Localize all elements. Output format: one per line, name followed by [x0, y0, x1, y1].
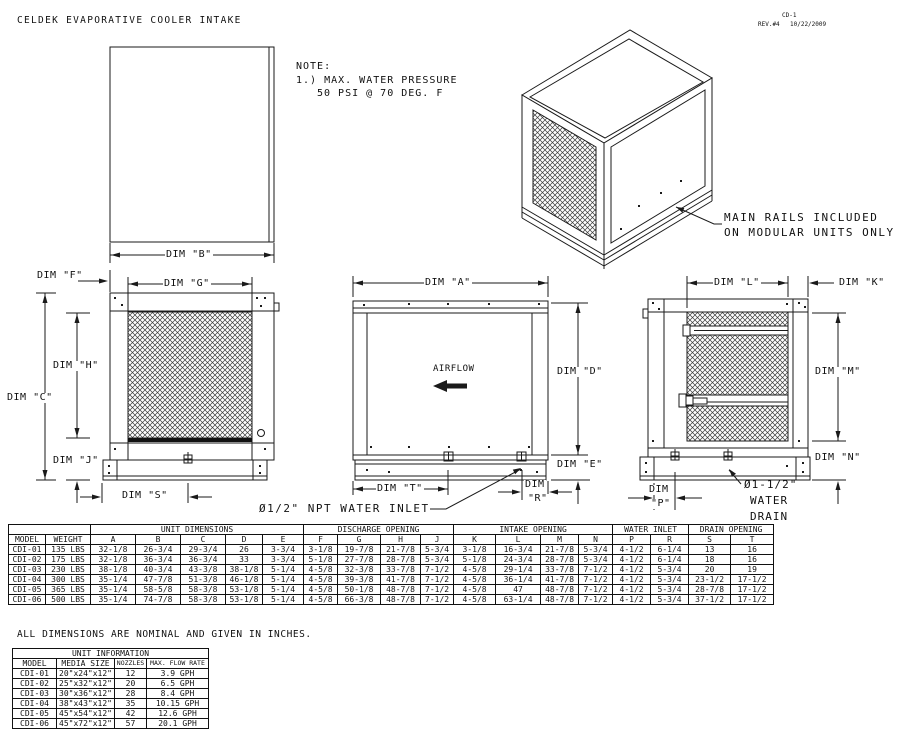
group-header-unit-dimensions: UNIT DIMENSIONS: [91, 525, 304, 535]
note-line2: 50 PSI @ 70 DEG. F: [317, 88, 444, 99]
table-cell: 57: [115, 719, 147, 729]
group-header-water-inlet: WATER INLET: [613, 525, 689, 535]
table-cell: 74-7/8: [136, 595, 181, 605]
column-header: WEIGHT: [46, 535, 91, 545]
table-cell: 47-7/8: [136, 575, 181, 585]
table-cell: 66-3/8: [338, 595, 381, 605]
dim-k-label: DIM "K": [839, 277, 885, 288]
column-header: NOZZLES: [115, 659, 147, 669]
table-cell: 5-1/4: [263, 565, 304, 575]
table-cell: 4-5/8: [304, 565, 338, 575]
table-cell: 25"x32"x12": [57, 679, 115, 689]
table-cell: 5-1/8: [454, 555, 496, 565]
column-header: B: [136, 535, 181, 545]
table-cell: 39-3/8: [338, 575, 381, 585]
table-cell: 20: [689, 565, 731, 575]
dim-b-label: DIM "B": [166, 249, 212, 260]
table-cell: 4-5/8: [454, 575, 496, 585]
table-row: [9, 555, 774, 565]
middle-view-linework: [353, 301, 548, 480]
table-cell: 7-1/2: [421, 595, 454, 605]
table-cell: 8.4 GPH: [147, 689, 209, 699]
water-inlet-callout: Ø1/2" NPT WATER INLET: [259, 502, 430, 515]
table-cell: 5-3/4: [651, 585, 689, 595]
table-row: [9, 585, 774, 595]
isometric-view: [522, 30, 722, 269]
table-cell: 33: [226, 555, 263, 565]
rails-callout-line1: MAIN RAILS INCLUDED: [724, 211, 879, 224]
column-header: J: [421, 535, 454, 545]
column-header: MODEL: [13, 659, 57, 669]
table-cell: 24-3/4: [496, 555, 541, 565]
dim-a-label: DIM "A": [425, 277, 471, 288]
table-cell: 42: [115, 709, 147, 719]
table-cell: CDI-03: [13, 689, 57, 699]
dim-t-label: DIM "T": [377, 483, 423, 494]
table-cell: 63-1/4: [496, 595, 541, 605]
table-cell: 10.15 GPH: [147, 699, 209, 709]
table-cell: 5-3/4: [579, 555, 613, 565]
table-cell: 4-1/2: [613, 555, 651, 565]
table-cell: 7-1/2: [421, 585, 454, 595]
table-cell: 58-3/8: [181, 595, 226, 605]
table-cell: 4-1/2: [613, 585, 651, 595]
column-header: E: [263, 535, 304, 545]
table-cell: 17-1/2: [731, 595, 774, 605]
table-cell: 5-3/4: [579, 545, 613, 555]
table-cell: 3-1/8: [454, 545, 496, 555]
note-line1: 1.) MAX. WATER PRESSURE: [296, 75, 458, 86]
table-cell: CDI-05: [13, 709, 57, 719]
column-header: H: [381, 535, 421, 545]
table-cell: 5-3/4: [651, 595, 689, 605]
drawing-title: CELDEK EVAPORATIVE COOLER INTAKE: [17, 15, 242, 26]
table-cell: 7-1/2: [579, 595, 613, 605]
table-row: [13, 689, 209, 699]
table-cell: 4-5/8: [454, 595, 496, 605]
middle-view-dimensions: [353, 276, 590, 509]
dim-r-label-letter: "R": [528, 493, 548, 504]
table-cell: 7-1/2: [579, 585, 613, 595]
water-drain-callout-line2: WATER: [750, 494, 789, 507]
unit-info-title-row: [13, 649, 209, 659]
column-header: D: [226, 535, 263, 545]
table-cell: 6.5 GPH: [147, 679, 209, 689]
column-header: S: [689, 535, 731, 545]
table-cell: 28-7/8: [689, 585, 731, 595]
table-row: [9, 545, 774, 555]
dimension-spec-table: [8, 524, 774, 605]
table-cell: 300 LBS: [46, 575, 91, 585]
table-cell: 32-1/8: [91, 555, 136, 565]
table-cell: 53-1/8: [226, 595, 263, 605]
table-cell: 26-3/4: [136, 545, 181, 555]
table-cell: 500 LBS: [46, 595, 91, 605]
water-drain-callout-line1: Ø1-1/2": [744, 478, 798, 491]
table-cell: 4-5/8: [304, 585, 338, 595]
unit-info-header-row: [13, 659, 209, 669]
table-cell: 4-1/2: [613, 565, 651, 575]
table-cell: 32-3/8: [338, 565, 381, 575]
column-header: P: [613, 535, 651, 545]
table-cell: 7-1/2: [421, 565, 454, 575]
top-panel-view: [110, 47, 274, 242]
dimension-table-body: [9, 545, 774, 605]
table-cell: 17-1/2: [731, 575, 774, 585]
table-cell: 48-7/8: [541, 585, 579, 595]
group-header-intake-opening: INTAKE OPENING: [454, 525, 613, 535]
column-header: L: [496, 535, 541, 545]
group-header-discharge-opening: DISCHARGE OPENING: [304, 525, 454, 535]
table-cell: 20.1 GPH: [147, 719, 209, 729]
table-cell: 18: [689, 555, 731, 565]
table-cell: 28-7/8: [541, 555, 579, 565]
table-cell: 53-1/8: [226, 585, 263, 595]
table-cell: 19-7/8: [338, 545, 381, 555]
table-row: [9, 595, 774, 605]
column-header: C: [181, 535, 226, 545]
dim-p-label-word: DIM: [649, 484, 669, 495]
table-cell: 3-3/4: [263, 545, 304, 555]
table-cell: 35-1/4: [91, 575, 136, 585]
table-cell: 5-3/4: [421, 555, 454, 565]
front-view-linework: [103, 293, 279, 480]
column-header: R: [651, 535, 689, 545]
table-cell: 3-1/8: [304, 545, 338, 555]
table-cell: CDI-04: [9, 575, 46, 585]
table-cell: 48-7/8: [381, 595, 421, 605]
table-cell: 135 LBS: [46, 545, 91, 555]
rev-label: REV.#4: [758, 21, 780, 28]
table-cell: 29-1/4: [496, 565, 541, 575]
group-header-row: [9, 525, 774, 535]
table-row: [9, 575, 774, 585]
dim-p-label-letter: "P": [651, 498, 671, 509]
table-cell: 5-3/4: [651, 575, 689, 585]
table-cell: 51-3/8: [181, 575, 226, 585]
table-cell: 4-1/2: [613, 595, 651, 605]
table-cell: CDI-04: [13, 699, 57, 709]
column-header: A: [91, 535, 136, 545]
table-cell: 19: [731, 565, 774, 575]
table-cell: 45"x72"x12": [57, 719, 115, 729]
table-cell: 38-1/8: [226, 565, 263, 575]
table-row: [13, 719, 209, 729]
table-cell: 5-1/4: [263, 575, 304, 585]
table-cell: CDI-06: [13, 719, 57, 729]
table-cell: 5-3/4: [421, 545, 454, 555]
table-cell: 4-5/8: [454, 585, 496, 595]
table-cell: 21-7/8: [381, 545, 421, 555]
table-cell: 48-7/8: [541, 595, 579, 605]
table-cell: 3.9 GPH: [147, 669, 209, 679]
table-cell: 26: [226, 545, 263, 555]
table-cell: 45"x54"x12": [57, 709, 115, 719]
dim-l-label: DIM "L": [714, 277, 760, 288]
table-cell: 21-7/8: [541, 545, 579, 555]
table-cell: 40-3/4: [136, 565, 181, 575]
table-row: [13, 709, 209, 719]
rev-date: 10/22/2009: [790, 21, 827, 28]
table-cell: 35-1/4: [91, 585, 136, 595]
table-row: [9, 565, 774, 575]
table-cell: 38"x43"x12": [57, 699, 115, 709]
dim-m-label: DIM "M": [815, 366, 861, 377]
table-cell: 27-7/8: [338, 555, 381, 565]
table-cell: 35: [115, 699, 147, 709]
table-cell: 7-1/2: [421, 575, 454, 585]
column-header: MODEL: [9, 535, 46, 545]
table-cell: 6-1/4: [651, 555, 689, 565]
dim-h-label: DIM "H": [53, 360, 99, 371]
note-heading: NOTE:: [296, 61, 332, 72]
table-cell: CDI-01: [13, 669, 57, 679]
table-cell: 5-3/4: [651, 565, 689, 575]
table-cell: 33-7/8: [541, 565, 579, 575]
table-cell: CDI-06: [9, 595, 46, 605]
table-cell: 20: [115, 679, 147, 689]
table-row: [13, 669, 209, 679]
table-cell: 28: [115, 689, 147, 699]
table-cell: 13: [689, 545, 731, 555]
water-drain-callout-line3: DRAIN: [750, 510, 789, 523]
table-cell: 41-7/8: [381, 575, 421, 585]
table-cell: 6-1/4: [651, 545, 689, 555]
column-header: MEDIA SIZE: [57, 659, 115, 669]
table-cell: 175 LBS: [46, 555, 91, 565]
table-cell: 46-1/8: [226, 575, 263, 585]
table-cell: 38-1/8: [91, 565, 136, 575]
column-header: K: [454, 535, 496, 545]
unit-info-title: UNIT INFORMATION: [13, 649, 209, 659]
table-cell: 12.6 GPH: [147, 709, 209, 719]
column-header: MAX. FLOW RATE: [147, 659, 209, 669]
table-cell: 28-7/8: [381, 555, 421, 565]
dim-r-label-word: DIM: [525, 479, 545, 490]
dim-f-label: DIM "F": [37, 270, 83, 281]
dim-g-label: DIM "G": [164, 278, 210, 289]
column-header-row: [9, 535, 774, 545]
table-cell: 35-1/4: [91, 595, 136, 605]
dim-j-label: DIM "J": [53, 455, 99, 466]
column-header: G: [338, 535, 381, 545]
table-cell: 41-7/8: [541, 575, 579, 585]
table-cell: 17-1/2: [731, 585, 774, 595]
table-cell: 43-3/8: [181, 565, 226, 575]
table-cell: CDI-02: [9, 555, 46, 565]
table-cell: 4-5/8: [304, 595, 338, 605]
column-header: N: [579, 535, 613, 545]
table-cell: 32-1/8: [91, 545, 136, 555]
right-view-linework: [640, 299, 810, 480]
table-cell: 58-5/8: [136, 585, 181, 595]
table-cell: 4-1/2: [613, 575, 651, 585]
table-cell: 36-3/4: [181, 555, 226, 565]
table-cell: 230 LBS: [46, 565, 91, 575]
table-cell: 7-1/2: [579, 575, 613, 585]
table-cell: 36-1/4: [496, 575, 541, 585]
table-cell: 33-7/8: [381, 565, 421, 575]
table-cell: 23-1/2: [689, 575, 731, 585]
table-cell: CDI-02: [13, 679, 57, 689]
dim-d-label: DIM "D": [557, 366, 603, 377]
table-cell: 365 LBS: [46, 585, 91, 595]
table-cell: 50-1/8: [338, 585, 381, 595]
unit-info-table: [12, 648, 209, 729]
table-cell: 7-1/2: [579, 565, 613, 575]
column-header: F: [304, 535, 338, 545]
dimensions-footnote: ALL DIMENSIONS ARE NOMINAL AND GIVEN IN INCHES.: [17, 629, 312, 640]
airflow-label: AIRFLOW: [433, 364, 475, 374]
table-cell: 29-3/4: [181, 545, 226, 555]
table-cell: 5-1/4: [263, 595, 304, 605]
dim-c-label: DIM "C": [7, 392, 53, 403]
unit-info-table-body: [13, 669, 209, 729]
dim-s-label: DIM "S": [122, 490, 168, 501]
table-cell: 16-3/4: [496, 545, 541, 555]
dim-e-label: DIM "E": [557, 459, 603, 470]
table-cell: CDI-05: [9, 585, 46, 595]
table-cell: 5-1/4: [263, 585, 304, 595]
column-header: T: [731, 535, 774, 545]
table-cell: 37-1/2: [689, 595, 731, 605]
column-header: M: [541, 535, 579, 545]
group-header-blank: [9, 525, 91, 535]
group-header-drain-opening: DRAIN OPENING: [689, 525, 774, 535]
table-cell: 58-3/8: [181, 585, 226, 595]
table-cell: 36-3/4: [136, 555, 181, 565]
table-cell: 47: [496, 585, 541, 595]
table-row: [13, 679, 209, 689]
table-cell: 5-1/8: [304, 555, 338, 565]
table-cell: CDI-01: [9, 545, 46, 555]
table-cell: 20"x24"x12": [57, 669, 115, 679]
table-row: [13, 699, 209, 709]
table-cell: 12: [115, 669, 147, 679]
table-cell: 3-3/4: [263, 555, 304, 565]
table-cell: 16: [731, 545, 774, 555]
rails-callout-line2: ON MODULAR UNITS ONLY: [724, 226, 895, 239]
doc-number: CD-1: [782, 12, 797, 19]
table-cell: 30"x36"x12": [57, 689, 115, 699]
dim-n-label: DIM "N": [815, 452, 861, 463]
table-cell: 48-7/8: [381, 585, 421, 595]
table-cell: 16: [731, 555, 774, 565]
table-cell: 4-5/8: [454, 565, 496, 575]
table-cell: 4-5/8: [304, 575, 338, 585]
table-cell: CDI-03: [9, 565, 46, 575]
table-cell: 4-1/2: [613, 545, 651, 555]
